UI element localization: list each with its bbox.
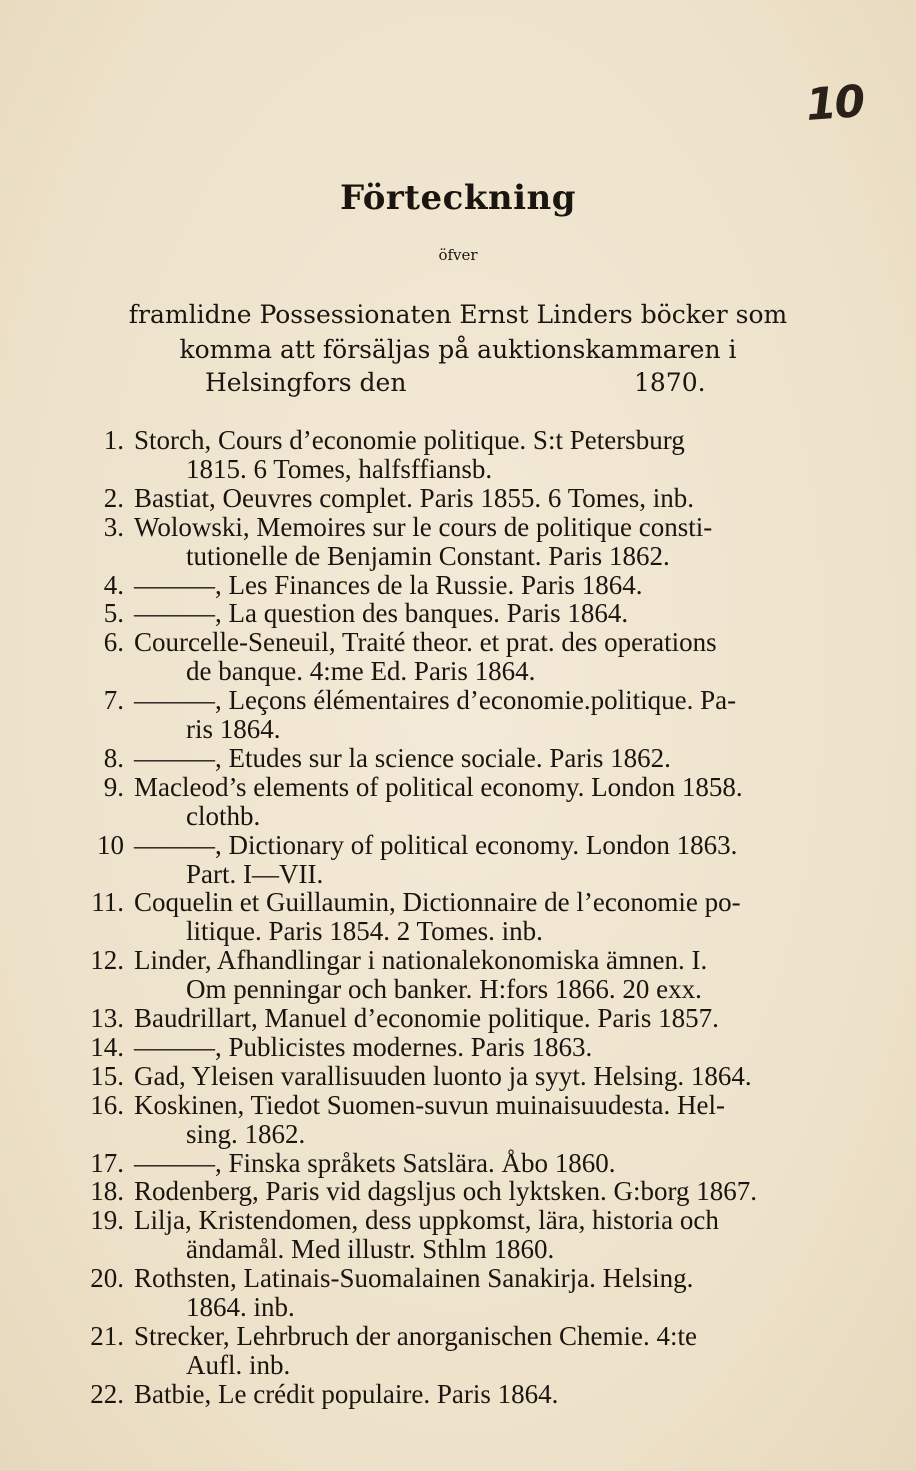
subtitle-year: 1870.: [634, 368, 706, 397]
entry-text: ———, Dictionary of political economy. London 1863.: [134, 829, 738, 860]
entry-text: ———, Finska språkets Satslära. Åbo 1860.: [134, 1147, 616, 1178]
entry-number: 7.: [103, 685, 124, 716]
entry-text: Bastiat, Oeuvres complet. Paris 1855. 6 Tomes, inb.: [134, 482, 695, 513]
entry-number: 4.: [103, 569, 124, 600]
entry-number: 3.: [103, 511, 124, 542]
entry-number: 1.: [103, 425, 124, 455]
entry-text-continuation: tutionelle de Benjamin Constant. Paris 1862.: [186, 540, 670, 571]
entry-number: 2.: [103, 482, 124, 513]
title-connector: öfver: [438, 246, 478, 264]
entry-text: Batbie, Le crédit populaire. Paris 1864.: [134, 1378, 559, 1409]
entry-text: Wolowski, Memoires sur le cours de politique consti-: [134, 511, 713, 542]
entry-text-continuation: Om penningar och banker. H:fors 1866. 20 exx.: [186, 974, 702, 1005]
subtitle-line-2: komma att försäljas på auktionskammaren i: [179, 335, 737, 364]
entry-text: Baudrillart, Manuel d’economie politique. Paris 1857.: [134, 1003, 719, 1033]
page-title: Förteckning: [339, 178, 577, 218]
entry-text: Koskinen, Tiedot Suomen-suvun muinaisuudesta. Hel-: [134, 1089, 725, 1120]
subtitle-place: Helsingfors den: [205, 368, 407, 397]
entry-number: 6.: [103, 627, 124, 658]
entry-number: 19.: [90, 1205, 124, 1236]
entry-number: 17.: [90, 1147, 124, 1178]
handwritten-page-number: 10: [804, 76, 865, 131]
entry-number: 18.: [90, 1176, 124, 1207]
entry-text-continuation: 1815. 6 Tomes, halfsffiansb.: [186, 453, 493, 484]
entry-text: Gad, Yleisen varallisuuden luonto ja syyt. Helsing. 1864.: [134, 1060, 752, 1091]
entry-text-continuation: Part. I—VII.: [186, 858, 324, 889]
entry-text-continuation: ändamål. Med illustr. Sthlm 1860.: [186, 1234, 555, 1265]
entry-text: ———, La question des banques. Paris 1864.: [134, 598, 629, 629]
entry-text: Storch, Cours d’economie politique. S:t Petersburg: [134, 425, 685, 455]
entry-text: Lilja, Kristendomen, dess uppkomst, lära, historia och: [134, 1205, 719, 1236]
entry-number: 10: [97, 829, 124, 860]
entry-text: Linder, Afhandlingar i nationalekonomiska ämnen. I.: [134, 945, 708, 976]
entry-number: 21.: [90, 1320, 124, 1351]
entry-text: Rothsten, Latinais-Suomalainen Sanakirja. Helsing.: [134, 1263, 694, 1294]
entry-text-continuation: litique. Paris 1854. 2 Tomes. inb.: [186, 916, 543, 947]
entry-text: ———, Etudes sur la science sociale. Paris 1862.: [134, 742, 671, 773]
entry-number: 22.: [90, 1378, 124, 1409]
subtitle-line-1: framlidne Possessionaten Ernst Linders böcker som: [128, 300, 788, 329]
entry-text-continuation: de banque. 4:me Ed. Paris 1864.: [186, 656, 536, 687]
entry-text: Macleod’s elements of political economy. London 1858.: [134, 771, 743, 802]
entry-text: Courcelle-Seneuil, Traité theor. et prat. des operations: [134, 627, 717, 658]
entry-number: 15.: [90, 1060, 124, 1091]
entry-number: 16.: [90, 1089, 124, 1120]
entry-text-continuation: ris 1864.: [186, 714, 281, 744]
entry-number: 13.: [90, 1003, 124, 1033]
entry-text-continuation: 1864. inb.: [186, 1292, 295, 1322]
entry-text-continuation: sing. 1862.: [186, 1118, 306, 1149]
entry-text: Strecker, Lehrbruch der anorganischen Chemie. 4:te: [134, 1320, 697, 1351]
entry-text-continuation: clothb.: [186, 800, 261, 831]
entry-number: 14.: [90, 1031, 124, 1062]
entry-number: 8.: [103, 742, 124, 773]
entry-number: 5.: [103, 598, 124, 629]
entry-number: 20.: [90, 1263, 124, 1294]
entry-text: Rodenberg, Paris vid dagsljus och lyktsken. G:borg 1867.: [134, 1176, 757, 1207]
entry-text: Coquelin et Guillaumin, Dictionnaire de l’economie po-: [134, 887, 741, 918]
entry-text-continuation: Aufl. inb.: [186, 1349, 291, 1380]
entry-number: 11.: [91, 887, 124, 918]
entry-text: ———, Les Finances de la Russie. Paris 1864.: [134, 569, 643, 600]
entry-text: ———, Publicistes modernes. Paris 1863.: [134, 1031, 593, 1062]
entry-number: 9.: [103, 771, 124, 802]
entry-text: ———, Leçons élémentaires d’economie.politique. Pa-: [134, 685, 737, 716]
entry-number: 12.: [90, 945, 124, 976]
